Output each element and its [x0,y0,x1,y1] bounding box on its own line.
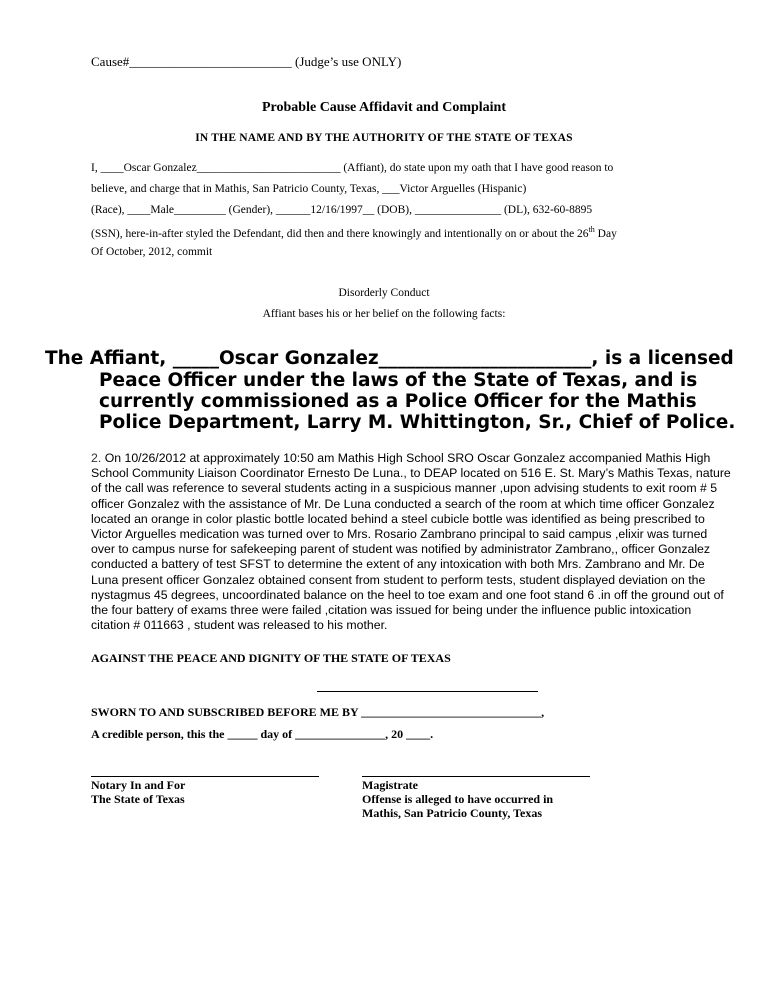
statement-line-3: currently commissioned as a Police Officer for the Mathis [99,391,697,412]
notary-label-1: Notary In and For [91,778,186,792]
intro-line-4-text: (SSN), here-in-after styled the Defendant, did then and there knowingly and intentionally on or about the 26 [91,227,589,240]
cause-number-line: Cause#_________________________ (Judge’s use ONLY) [91,54,402,69]
sworn-line: SWORN TO AND SUBSCRIBED BEFORE ME BY ______________________________, [91,705,545,719]
intro-line-2: believe, and charge that in Mathis, San Patricio County, Texas, ___Victor Arguelles (Hispanic) [91,183,527,195]
authority-heading: IN THE NAME AND BY THE AUTHORITY OF THE STATE OF TEXAS [195,132,573,144]
statement-line-1: The Affiant, _____Oscar Gonzalez_______________________, is a licensed [45,348,734,369]
facts-number: 2. [91,451,102,465]
intro-line-4-end: Day [594,227,617,240]
signature-line-magistrate [362,776,590,777]
offense-name: Disorderly Conduct [338,287,430,299]
offense-location-label: Offense is alleged to have occurred in [362,792,554,806]
basis-line: Affiant bases his or her belief on the following facts: [262,308,506,320]
facts-paragraph [91,451,731,633]
signature-line-notary [91,776,319,777]
statement-line-2: Peace Officer under the laws of the State of Texas, and is [99,370,698,391]
intro-line-3: (Race), ____Male_________ (Gender), ______12/16/1997__ (DOB), _______________ (DL), 632-60-8895 [91,204,593,216]
ordinal-suffix: th [588,225,595,234]
facts-text: On 10/26/2012 at approximately 10:50 am Mathis High School SRO Oscar Gonzalez accompanied Mathis High School Community Liaison Coordinator Ernesto De Luna., to DEAP located on 516 E. St. Mary’s Mathis Texas, nature of the call was reference to several students acting in a suspicious manner ,upon advising students to exit room # 5 officer Gonzalez with the assistance of Mr. De Luna conducted a search of the room at which time officer Gonzalez located an orange in color plastic bottle located behind a steel cubicle bottle was identified as being prescribed to Victor Arguelles medication was turned over to Mrs. Rosario Zambrano principal to said campus ,elixir was turned over to campus nurse for safekeeping parent of student was notified by administrator Zambrano,, officer Gonzalez conducted a battery of test SFST to determine the extent of any intoxication with both Mrs. Zambrano and Mr. De Luna present officer Gonzalez obtained consent from student to perform tests, student displayed deviation on the nystagmus 45 degrees, uncoordinated balance on the heel to toe exam and one foot stand 6 .in off the ground out of the four battery of exams three were failed ,citation was issued for being under the influence public intoxication citation # 011663 , student was released to his mother. [91,451,731,633]
signature-line-affiant [317,691,538,692]
intro-line-5: Of October, 2012, commit [91,246,213,258]
document-title: Probable Cause Affidavit and Complaint [262,100,506,115]
against-line: AGAINST THE PEACE AND DIGNITY OF THE STATE OF TEXAS [91,651,451,665]
statement-line-4: Police Department, Larry M. Whittington, Sr., Chief of Police. [99,412,736,433]
intro-line-1: I, ____Oscar Gonzalez_________________________ (Affiant), do state upon my oath that I have good reason to [91,162,614,174]
magistrate-label: Magistrate [362,778,418,792]
offense-location-value: Mathis, San Patricio County, Texas [362,806,543,820]
intro-line-4 [91,225,617,240]
credible-person-line: A credible person, this the _____ day of _______________, 20 ____. [91,727,434,741]
notary-label-2: The State of Texas [91,792,185,806]
